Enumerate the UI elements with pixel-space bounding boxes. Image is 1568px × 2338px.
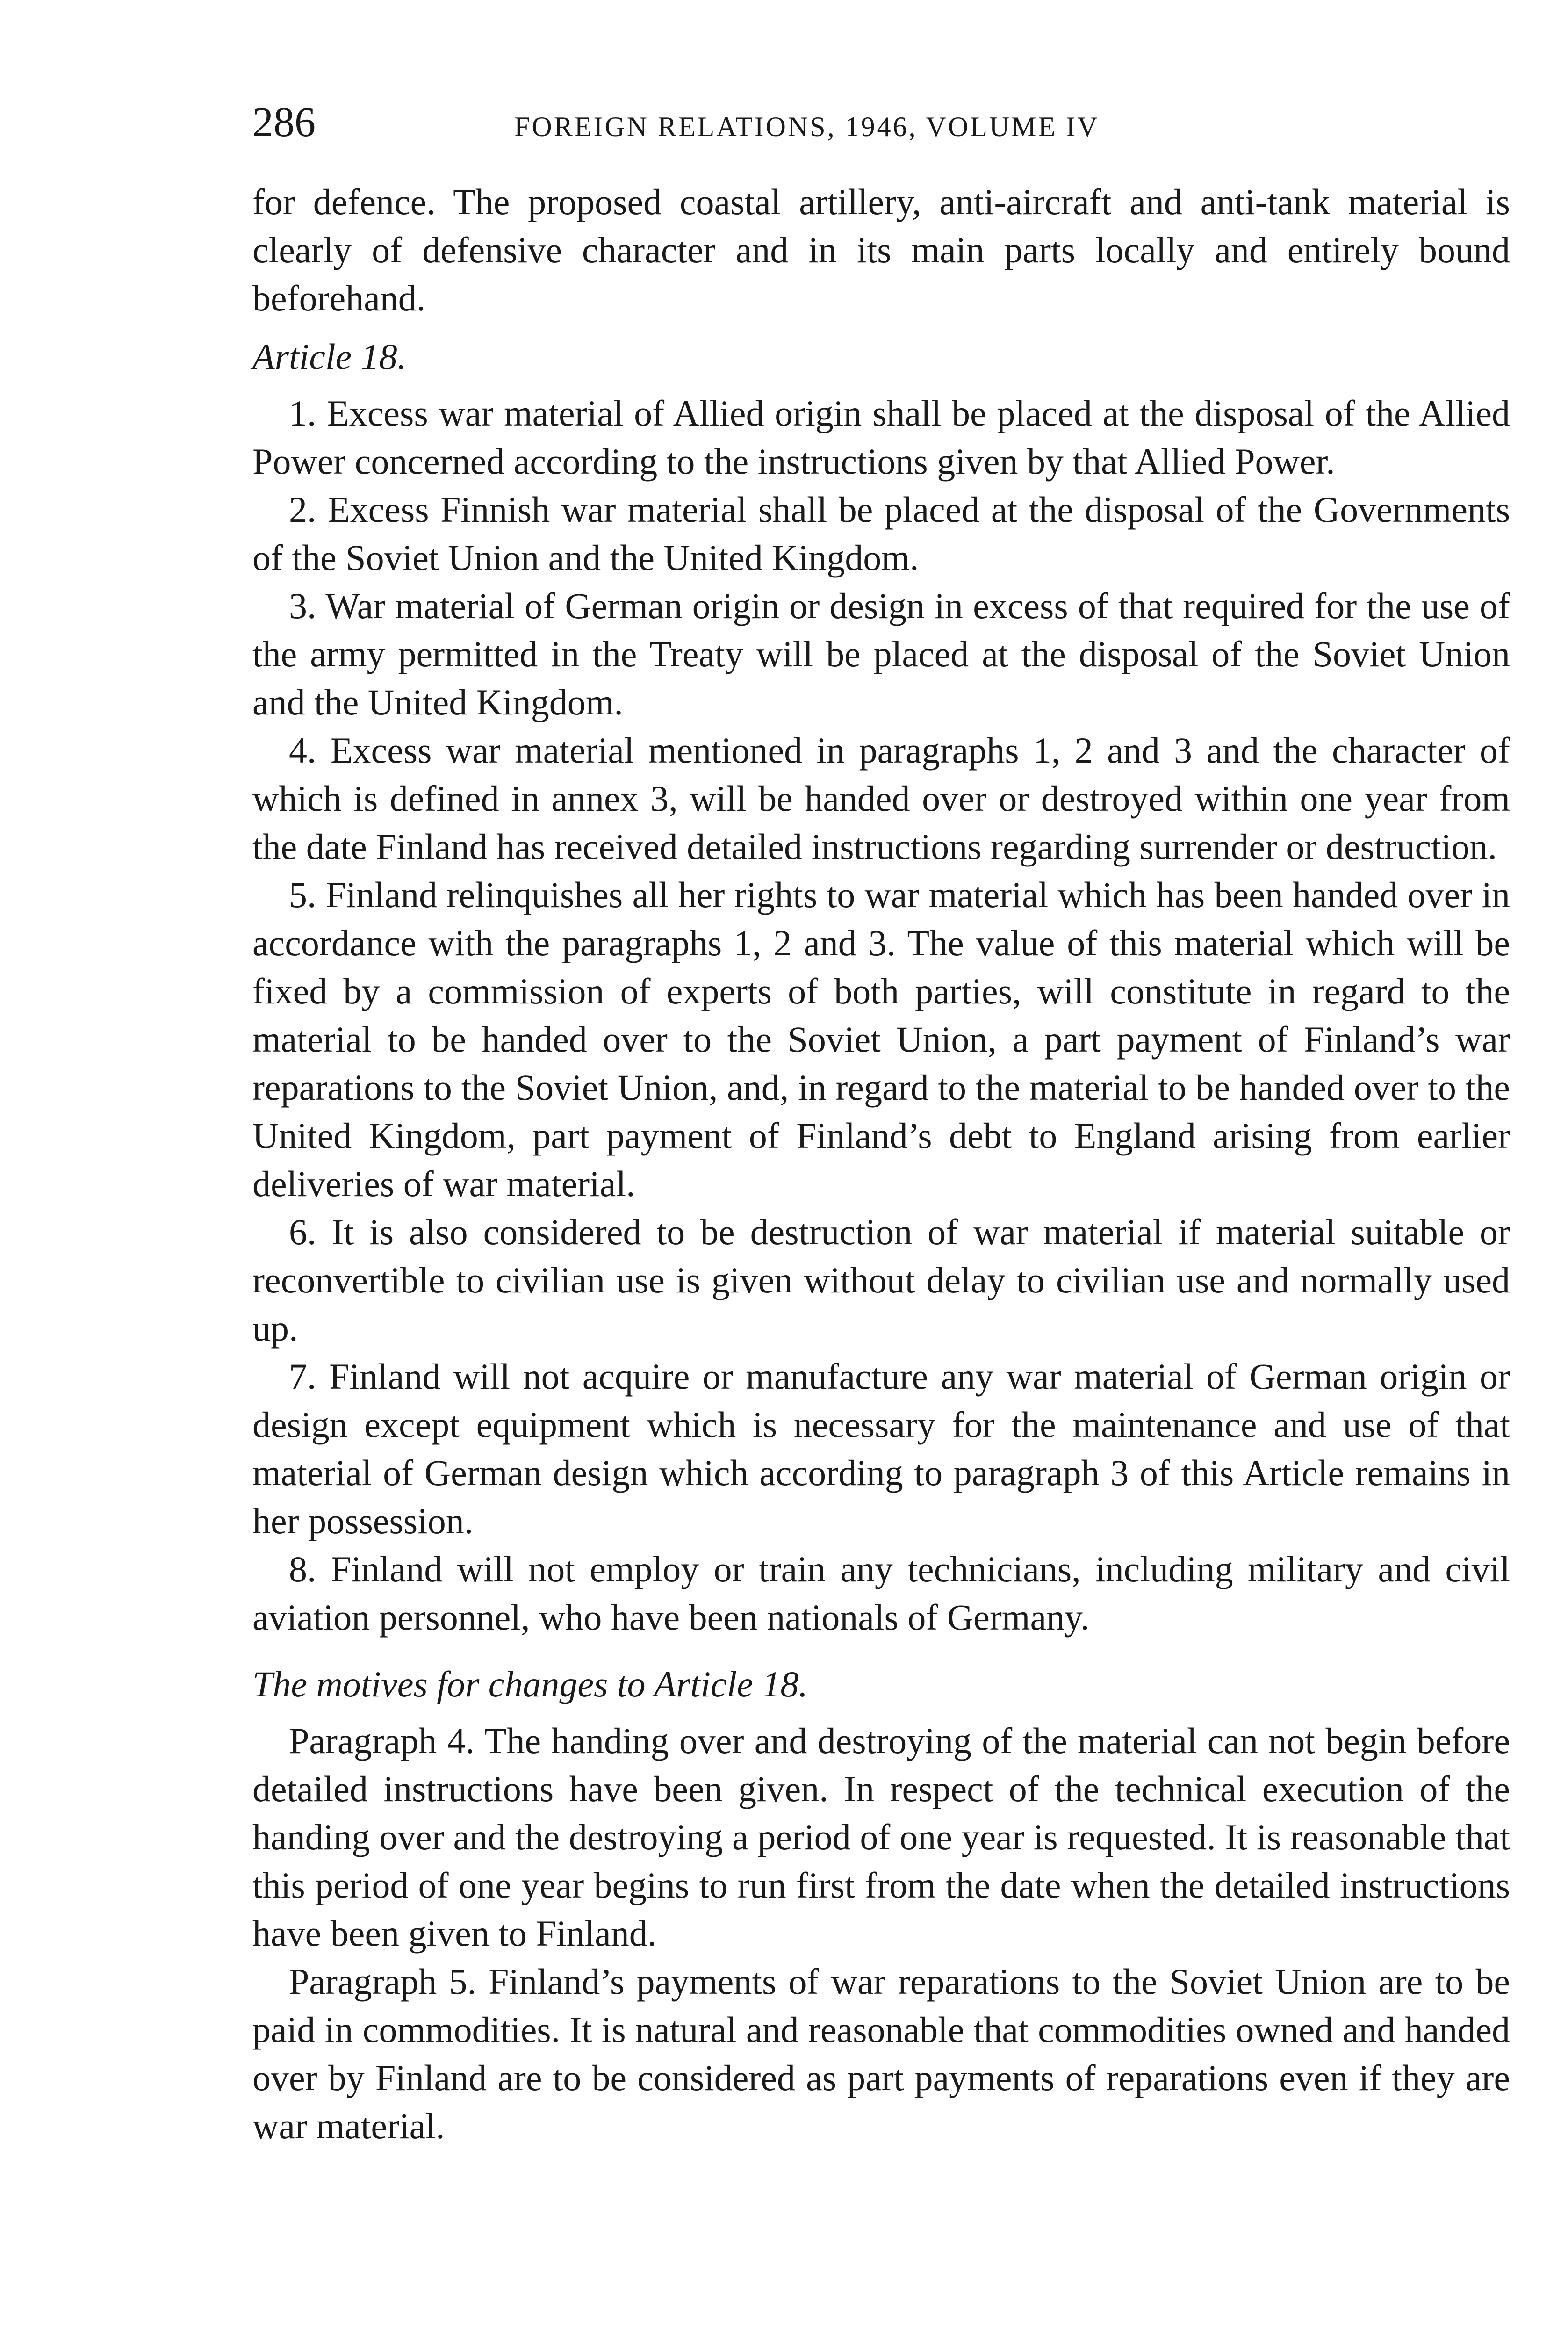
continuation-paragraph: for defence. The proposed coastal artillery, anti-aircraft and anti-tank material is clearly of defensive character and in its main parts locally and entirely bound beforehand.: [252, 181, 1510, 318]
running-title: FOREIGN RELATIONS, 1946, VOLUME IV: [514, 111, 1100, 142]
motives-heading: The motives for changes to Article 18.: [252, 1664, 808, 1704]
article-paragraph-8: 8. Finland will not employ or train any technicians, including military and civil aviation personnel, who have been nationals of Germany.: [252, 1549, 1510, 1638]
article-paragraph-1: 1. Excess war material of Allied origin shall be placed at the disposal of the Allied Power concerned according to the instructions given by that Allied Power.: [252, 393, 1510, 482]
document-page: [252, 98, 1510, 2150]
article-paragraph-4: 4. Excess war material mentioned in paragraphs 1, 2 and 3 and the character of which is defined in annex 3, will be handed over or destroyed within one year from the date Finland has received detailed instructions regarding surrender or destruction.: [252, 730, 1510, 867]
page-number: 286: [252, 99, 316, 145]
article-paragraph-2: 2. Excess Finnish war material shall be placed at the disposal of the Governments of the Soviet Union and the United Kingdom.: [252, 489, 1510, 578]
running-header: [252, 98, 1510, 154]
article-paragraph-5: 5. Finland relinquishes all her rights to war material which has been handed over in accordance with the paragraphs 1, 2 and 3. The value of this material which will be fixed by a commission of experts of both parties, will constitute in regard to the material to be handed over to the Soviet Union, a part payment of Finland’s war reparations to the Soviet Union, and, in regard to the material to be handed over to the United Kingdom, part payment of Finland’s debt to England arising from earlier deliveries of war material.: [252, 874, 1510, 1204]
motives-paragraph-5: Paragraph 5. Finland’s payments of war reparations to the Soviet Union are to be paid in commodities. It is natural and reasonable that commodities owned and handed over by Finland are to be considered as part payments of reparations even if they are war material.: [252, 1961, 1510, 2146]
article-paragraph-3: 3. War material of German origin or design in excess of that required for the use of the army permitted in the Treaty will be placed at the disposal of the Soviet Union and the United Kingdom.: [252, 585, 1510, 722]
motives-paragraph-4: Paragraph 4. The handing over and destroying of the material can not begin before detailed instructions have been given. In respect of the technical execution of the handing over and the destroying a period of one year is requested. It is reasonable that this period of one year begins to run first from the date when the detailed instructions have been given to Finland.: [252, 1720, 1510, 1954]
article-heading: Article 18.: [252, 336, 407, 377]
article-paragraph-6: 6. It is also considered to be destruction of war material if material suitable or reconvertible to civilian use is given without delay to civilian use and normally used up.: [252, 1212, 1510, 1349]
article-paragraph-7: 7. Finland will not acquire or manufacture any war material of German origin or design except equipment which is necessary for the maintenance and use of that material of German design which according to paragraph 3 of this Article remains in her possession.: [252, 1356, 1510, 1541]
